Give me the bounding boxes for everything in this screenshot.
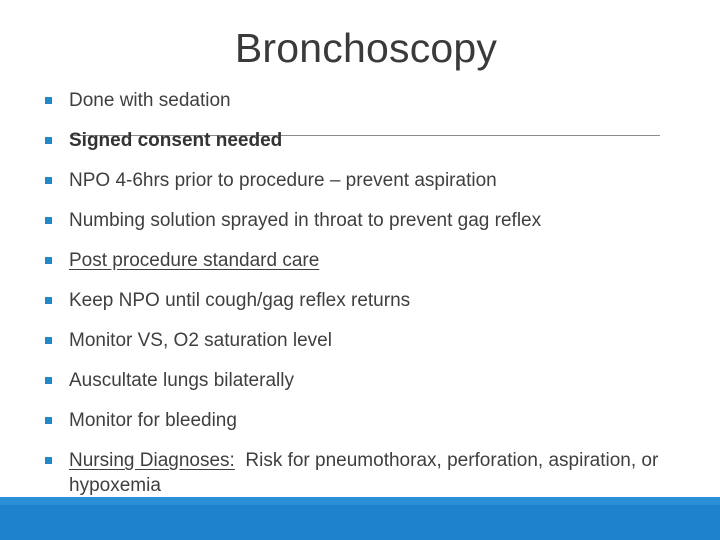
bullet-text: Keep NPO until cough/gag reflex returns <box>69 290 411 311</box>
square-bullet-icon <box>45 297 52 304</box>
nursing-diagnoses-label: Nursing Diagnoses: <box>69 450 235 471</box>
bullet-text: Post procedure standard care <box>69 250 320 271</box>
square-bullet-icon <box>45 417 52 424</box>
footer-band-highlight <box>0 497 720 505</box>
square-bullet-icon <box>45 457 52 464</box>
slide-title: Bronchoscopy <box>234 25 498 71</box>
bullet-text: Signed consent needed <box>69 130 283 151</box>
square-bullet-icon <box>45 177 52 184</box>
bullet-text: NPO 4-6hrs prior to procedure – prevent aspiration <box>69 170 497 191</box>
square-bullet-icon <box>45 97 52 104</box>
bullet-text: Numbing solution sprayed in throat to prevent gag reflex <box>69 210 542 231</box>
nursing-diagnoses-text: Risk for pneumothorax, perforation, aspiration, or hypoxemia <box>69 450 664 496</box>
bullet-text <box>69 448 669 498</box>
square-bullet-icon <box>45 257 52 264</box>
square-bullet-icon <box>45 377 52 384</box>
bullet-text: Monitor VS, O2 saturation level <box>69 330 332 351</box>
bullet-text: Monitor for bleeding <box>69 410 237 431</box>
bullet-text: Done with sedation <box>69 90 231 111</box>
bullet-text: Auscultate lungs bilaterally <box>69 370 294 391</box>
square-bullet-icon <box>45 217 52 224</box>
square-bullet-icon <box>45 137 52 144</box>
square-bullet-icon <box>45 337 52 344</box>
footer-band <box>0 497 720 540</box>
